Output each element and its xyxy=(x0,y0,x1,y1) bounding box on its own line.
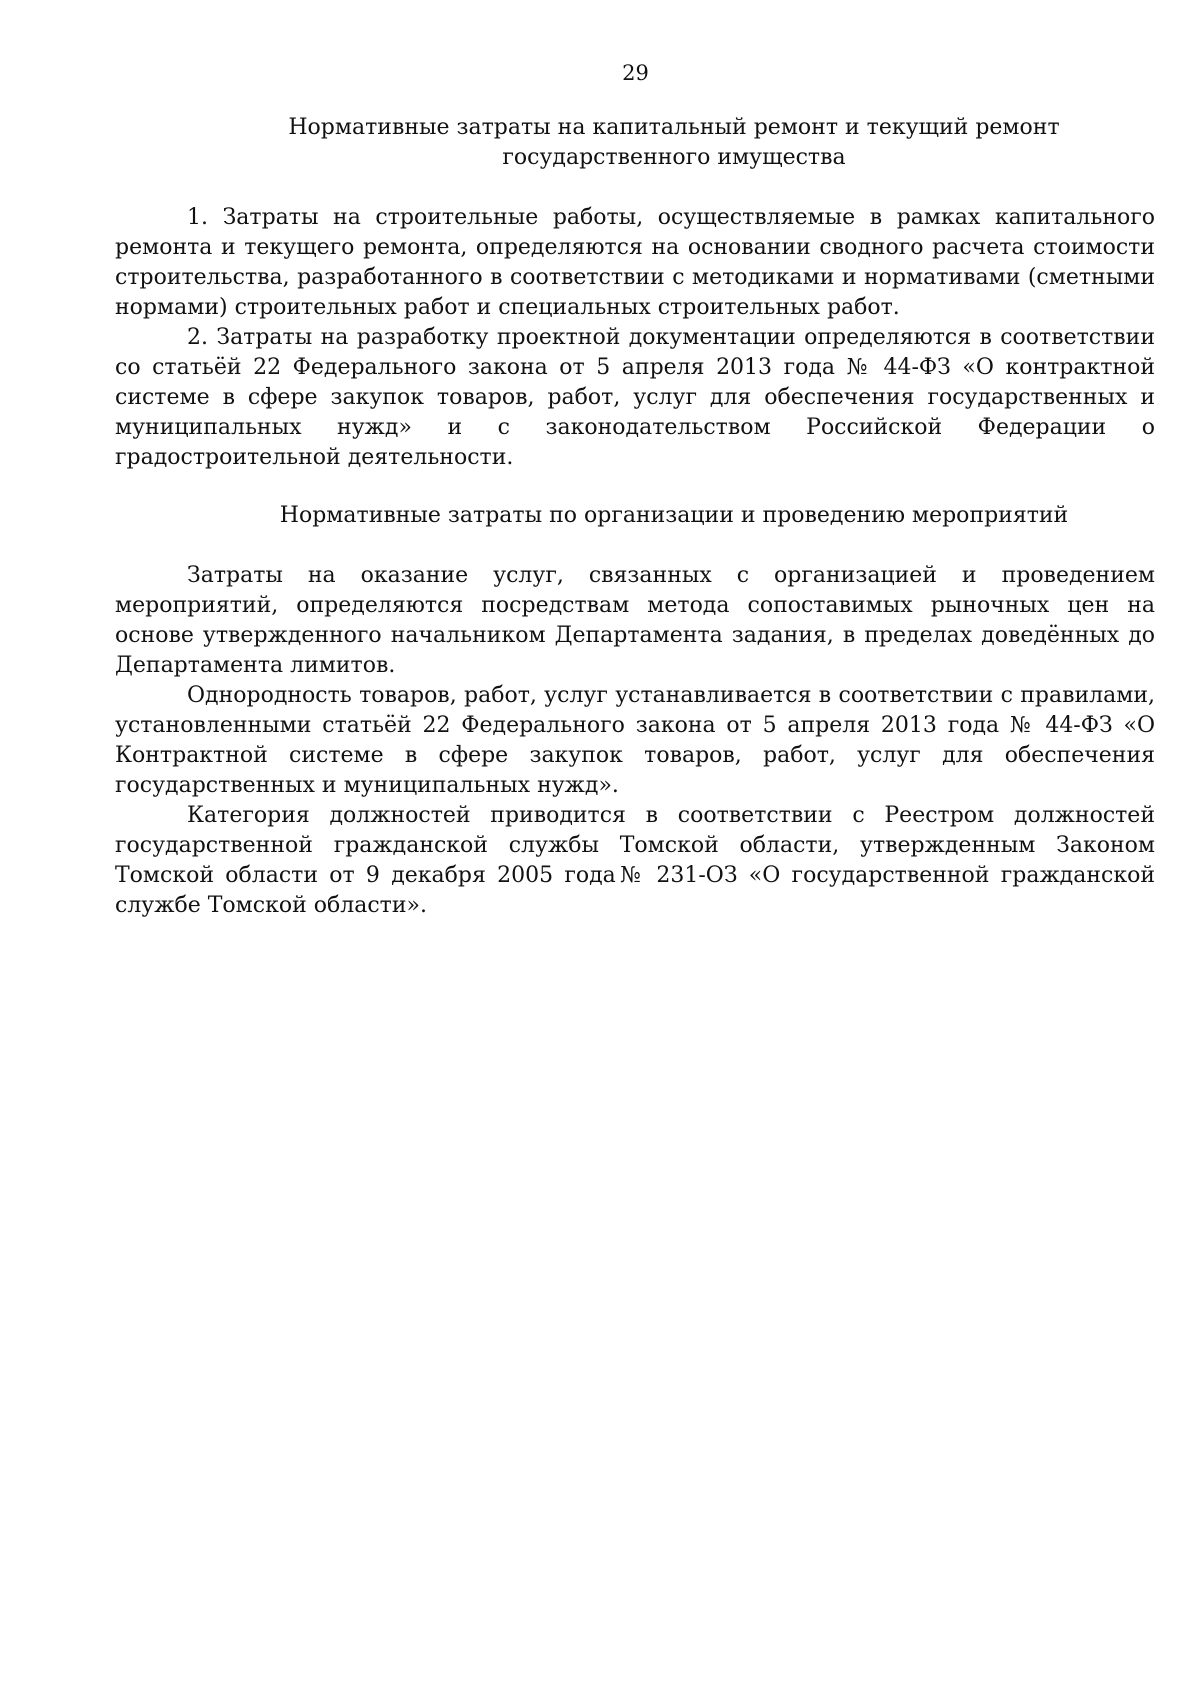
paragraph-construction-costs: 1. Затраты на строительные работы, осуществляемые в рамках капитального ремонта и текущего ремонта, определяются на основании сводного расчета стоимости строительства, разработанного в соответствии с методиками и нормативами (сметными нормами) строительных работ и специальных строительных работ. xyxy=(115,205,1155,320)
paragraph-design-documentation: 2. Затраты на разработку проектной документации определяются в соответствии со статьёй 22 Федерального закона от 5 апреля 2013 года № 44-ФЗ «О контрактной системе в сфере закупок товаров, работ, услуг для обеспечения государственных и муниципальных нужд» и с законодательством Российской Федерации о градостроительной деятельности. xyxy=(115,325,1155,470)
paragraph-homogeneity: Однородность товаров, работ, услуг устанавливается в соответствии с правилами, установленными статьёй 22 Федерального закона от 5 апреля 2013 года № 44-ФЗ «О Контрактной системе в сфере закупок товаров, работ, услуг для обеспечения государственных и муниципальных нужд». xyxy=(115,683,1155,798)
section-title-events: Нормативные затраты по организации и проведению мероприятий xyxy=(279,503,1069,528)
paragraph-event-services: Затраты на оказание услуг, связанных с организацией и проведением мероприятий, определяются посредствам метода сопоставимых рыночных цен на основе утвержденного начальником Департамента задания, в пределах доведённых до Департамента лимитов. xyxy=(115,563,1155,678)
document-body xyxy=(115,113,1155,921)
section-title-capital-repair: Нормативные затраты на капитальный ремонт и текущий ремонт государственного имущества xyxy=(288,115,1060,170)
paragraph-position-category: Категория должностей приводится в соответствии с Реестром должностей государственной гражданской службы Томской области, утвержденным Законом Томской области от 9 декабря 2005 года№ 231-ОЗ «О государственной гражданской службе Томской области». xyxy=(115,803,1155,918)
page-number: 29 xyxy=(622,61,649,85)
